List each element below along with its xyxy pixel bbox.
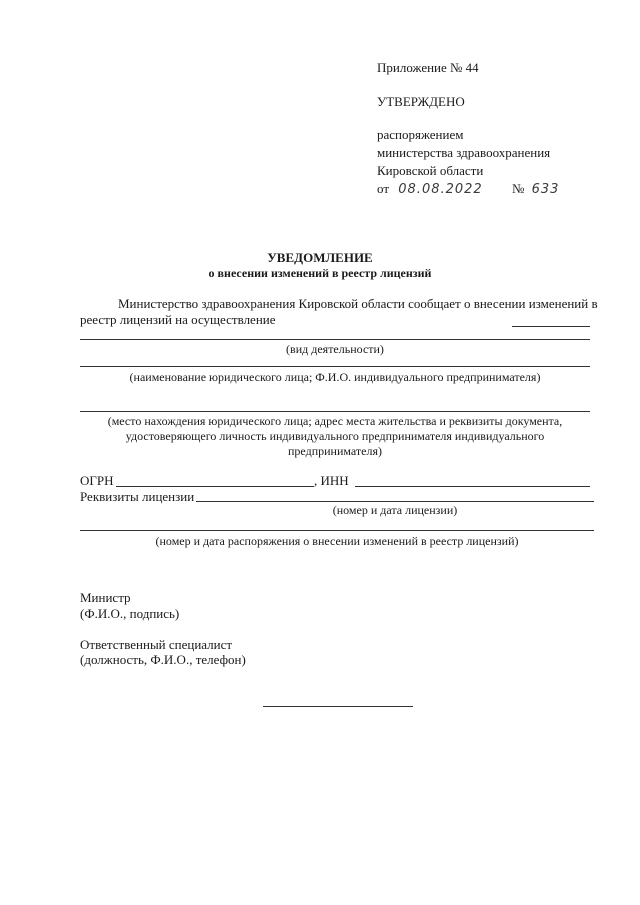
license-line	[196, 501, 594, 502]
order-date-row	[377, 181, 559, 197]
activity-caption: (вид деятельности)	[286, 342, 384, 356]
entity-line	[80, 366, 590, 367]
ogrn-label: ОГРН	[80, 473, 114, 488]
intro-blank-line	[512, 326, 590, 327]
order-date: 08.08.2022	[398, 182, 483, 197]
address-caption-1: (место нахождения юридического лица; адрес места жительства и реквизиты документа,	[107, 414, 563, 428]
minister-caption: (Ф.И.О., подпись)	[80, 606, 180, 621]
specialist-caption: (должность, Ф.И.О., телефон)	[80, 652, 246, 667]
activity-line	[80, 339, 590, 340]
inn-line	[355, 486, 590, 487]
document-subtitle: о внесении изменений в реестр лицензий	[208, 266, 432, 280]
intro-line-1: Министерство здравоохранения Кировской области сообщает о внесении изменений в	[118, 296, 598, 311]
intro-line-2: реестр лицензий на осуществление	[80, 312, 276, 327]
entity-caption: (наименование юридического лица; Ф.И.О. индивидуального предпринимателя)	[129, 370, 541, 384]
order-number: 633	[531, 182, 560, 197]
license-label: Реквизиты лицензии	[80, 489, 195, 504]
address-caption-3: предпринимателя)	[288, 444, 382, 458]
order-line	[80, 530, 594, 531]
order-line-1: распоряжением	[377, 127, 464, 142]
address-line	[80, 411, 590, 412]
date-prefix: от	[377, 181, 390, 196]
order-caption: (номер и дата распоряжения о внесении изменений в реестр лицензий)	[155, 534, 519, 548]
address-caption-2: удостоверяющего личность индивидуального предпринимателя индивидуального	[125, 429, 545, 443]
number-prefix: №	[511, 181, 525, 196]
inn-label: , ИНН	[314, 473, 349, 488]
ogrn-line	[116, 486, 314, 487]
appendix-label: Приложение № 44	[377, 60, 479, 75]
document-title: УВЕДОМЛЕНИЕ	[267, 250, 373, 265]
specialist-label: Ответственный специалист	[80, 637, 233, 652]
order-line-3: Кировской области	[377, 163, 484, 178]
order-line-2: министерства здравоохранения	[377, 145, 551, 160]
license-caption: (номер и дата лицензии)	[332, 503, 458, 517]
closing-separator	[263, 706, 413, 707]
approved-label: УТВЕРЖДЕНО	[377, 94, 465, 109]
minister-label: Министр	[80, 590, 131, 605]
